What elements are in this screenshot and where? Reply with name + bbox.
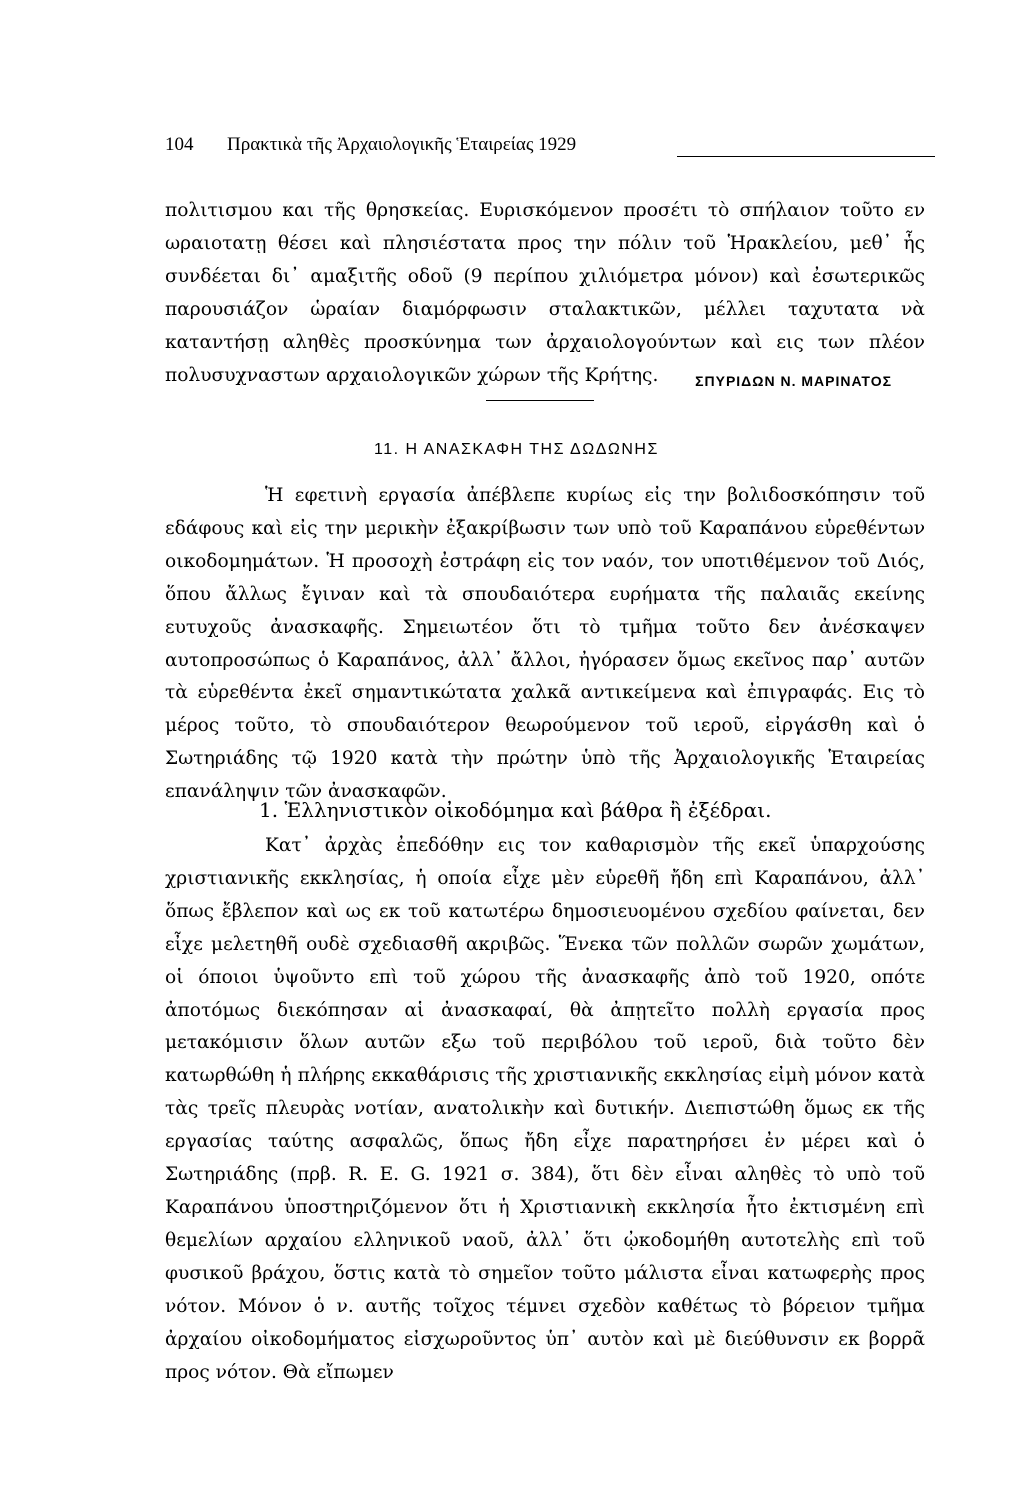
author-signature: ΣΠΥΡΙΔΩΝ Ν. ΜΑΡΙΝΑΤΟΣ	[695, 373, 892, 389]
paragraph-text: Ἡ εφετινὴ εργασία ἀπέβλεπε κυρίως εἰς την βολιδοσκόπησιν τοῦ εδάφους καὶ εἰς την μερικὴν ἐξακρίβωσιν των υπὸ τοῦ Καραπάνου εὑρεθέντων οικοδομημάτων. Ἡ προσοχὴ ἐστράφη εἰς τον ναόν, τον υποτιθέμενον τοῦ Διός, ὅπου ἄλλως ἔγιναν καὶ τὰ σπουδαιότερα ευρήματα τῆς παλαιᾶς εκείνης ευτυχοῦς ἀνασκαφῆς. Σημειωτέον ὅτι τὸ τμῆμα τοῦτο δεν ἀνέσκαψεν αυτοπροσώπως ὁ Καραπάνος, ἀλλ᾽ ἄλλοι, ἠγόρασεν ὅμως εκεῖνος παρ᾽ αυτῶν τὰ εὑρεθέντα ἐκεῖ σημαντικώτατα χαλκᾶ αντικείμενα καὶ ἐπιγραφάς. Εις τὸ μέρος τοῦτο, τὸ σπουδαιότερον θεωρούμενον τοῦ ιεροῦ, εἰργάσθη καὶ ὁ Σωτηριάδης τῷ 1920 κατὰ τὴν πρώτην ὑπὸ τῆς Ἀρχαιολογικῆς Ἑταιρείας επανάληψιν τῶν ἀνασκαφῶν.	[165, 485, 925, 803]
section-divider	[486, 400, 594, 401]
running-head-rule	[677, 156, 935, 157]
section-heading: 11. Η ΑΝΑΣΚΑΦΗ ΤΗΣ ΔΩΔΩΝΗΣ	[374, 441, 659, 458]
paragraph-hellenistic-building	[165, 830, 925, 1389]
running-head	[165, 134, 925, 164]
running-title: Πρακτικὰ τῆς Ἀρχαιολογικῆς Ἑταιρείας 1929	[227, 134, 577, 155]
sub-heading: 1. Ἑλληνιστικὸν οἰκοδόμημα καὶ βάθρα ἢ ἐξέδραι.	[259, 798, 772, 822]
paragraph-dodona-intro	[165, 480, 925, 809]
page-number: 104	[165, 134, 194, 155]
paragraph-text: Κατ᾽ ἀρχὰς ἐπεδόθην εις τον καθαρισμὸν τῆς εκεῖ ὑπαρχούσης χριστιανικῆς εκκλησίας, ἡ οποία εἶχε μὲν εὑρεθῆ ἤδη επὶ Καραπάνου, ἀλλ᾽ ὅπως ἔβλεπον καὶ ως εκ τοῦ κατωτέρω δημοσιευομένου σχεδίου φαίνεται, δεν εἶχε μελετηθῆ ουδὲ σχεδιασθῆ ακριβῶς. Ἕνεκα τῶν πολλῶν σωρῶν χωμάτων, οἱ όποιοι ὑψοῦντο επὶ τοῦ χώρου τῆς ἀνασκαφῆς ἀπὸ τοῦ 1920, οπότε ἀποτόμως διεκόπησαν αἱ ἀνασκαφαί, θὰ ἀπῃτεῖτο πολλὴ εργασία προς μετακόμισιν ὅλων αυτῶν εξω τοῦ περιβόλου τοῦ ιεροῦ, διὰ τοῦτο δὲν κατωρθώθη ἡ πλήρης εκκαθάρισις τῆς χριστιανικῆς εκκλησίας εἰμὴ μόνον κατὰ τὰς τρεῖς πλευρὰς νοτίαν, ανατολικὴν καὶ δυτικήν. Διεπιστώθη ὅμως εκ τῆς εργασίας ταύτης ασφαλῶς, ὅπως ἤδη εἶχε παρατηρήσει ἐν μέρει καὶ ὁ Σωτηριάδης (πρβ. R. E. G. 1921 σ. 384), ὅτι δὲν εἶναι αληθὲς τὸ υπὸ τοῦ Καραπάνου ὑποστηριζόμενον ὅτι ἡ Χριστιανικὴ εκκλησία ἦτο ἐκτισμένη επὶ θεμελίων αρχαίου ελληνικοῦ ναοῦ, ἀλλ᾽ ὅτι ᾠκοδομήθη αυτοτελὴς επὶ τοῦ φυσικοῦ βράχου, ὅστις κατὰ τὸ σημεῖον τοῦτο μάλιστα εἶναι κατωφερὴς προς νότον. Μόνον ὁ ν. αυτῆς τοῖχος τέμνει σχεδὸν καθέτως τὸ βόρειον τμῆμα ἀρχαίου οἰκοδομήματος εἰσχωροῦντος ὑπ᾽ αυτὸν καὶ μὲ διεύθυνσιν εκ βορρᾶ προς νότον. Θὰ εἴπωμεν	[165, 835, 925, 1383]
paragraph-cave	[165, 195, 925, 392]
paragraph-text: πολιτισμου και τῆς θρησκείας. Ευρισκόμενον προσέτι τὸ σπήλαιον τοῦτο εν ωραιοτατῃ θέσει καὶ πλησιέστατα προς την πόλιν τοῦ Ἡρακλείου, μεθ᾽ ἧς συνδέεται δι᾽ αμαξιτῆς οδοῦ (9 περίπου χιλιόμετρα μόνον) καὶ ἐσωτερικῶς παρουσιάζον ὡραίαν διαμόρφωσιν σταλακτικῶν, μέλλει ταχυτατα νὰ καταντήσῃ αληθὲς προσκύνημα των ἀρχαιολογούντων καὶ εις των πλέον πολυσυχναστων αρχαιολογικῶν χώρων τῆς Κρήτης.	[165, 200, 925, 386]
